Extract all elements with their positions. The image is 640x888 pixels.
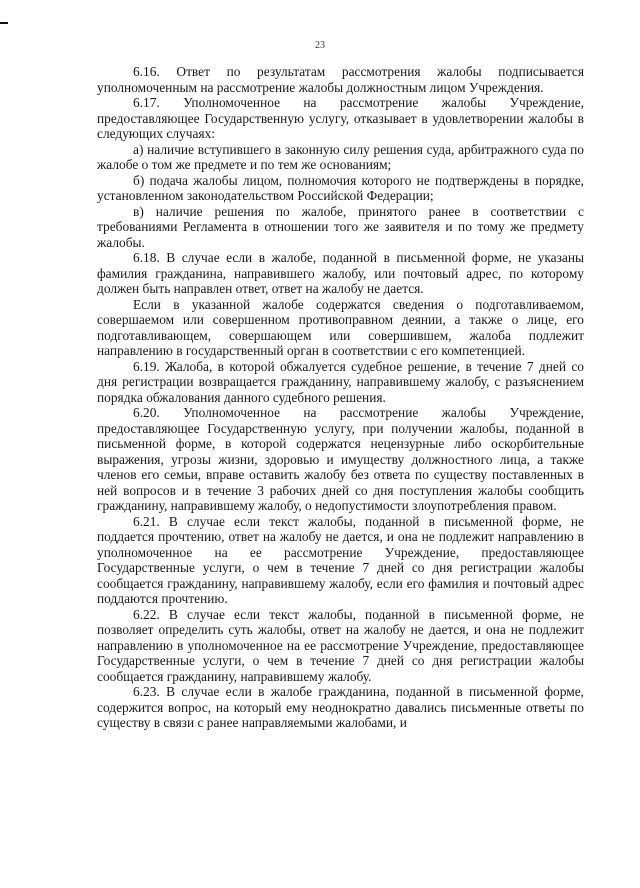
paragraph-6-21: 6.21. В случае если текст жалобы, поданной в письменной форме, не поддается прочтению, ответ на жалобу не дается, и она не подлежит направлению в уполномоченное на ее рассмотрение Учреждение, предоставляющее Государственные услуги, о чем в течение 7 дней со дня регистрации жалобы сообщается гражданину, направившему жалобу, если его фамилия и почтовый адрес поддаются прочтению. bbox=[97, 513, 584, 606]
paragraph-6-19: 6.19. Жалоба, в которой обжалуется судебное решение, в течение 7 дней со дня регистрации возвращается гражданину, направившему жалобу, с разъяснением порядка обжалования данного судебного решения. bbox=[97, 358, 584, 405]
paragraph-6-22: 6.22. В случае если текст жалобы, поданной в письменной форме, не позволяет определить суть жалобы, ответ на жалобу не дается, и она не подлежит направлению в уполномоченное на ее рассмотрение Учреждение, предоставляющее Государственные услуги, о чем в течение 7 дней со дня регистрации жалобы сообщается гражданину, направившему жалобу. bbox=[97, 606, 584, 684]
paragraph-6-17-b: б) подача жалобы лицом, полномочия которого не подтверждены в порядке, установленном законодательством Российской Федерации; bbox=[97, 172, 584, 203]
paragraph-6-23: 6.23. В случае если в жалобе гражданина, поданной в письменной форме, содержится вопрос, на который ему неоднократно давались письменные ответы по существу в связи с ранее направляемыми жалобами, и bbox=[97, 684, 584, 730]
paragraph-6-17-v: в) наличие решения по жалобе, принятого ранее в соответствии с требованиями Регламента в отношении того же заявителя и по тому же предмету жалобы. bbox=[97, 203, 584, 250]
paragraph-6-16: 6.16. Ответ по результатам рассмотрения жалобы подписывается уполномоченным на рассмотрение жалобы должностным лицом Учреждения. bbox=[97, 64, 584, 95]
paragraph-6-17-a: а) наличие вступившего в законную силу решения суда, арбитражного суда по жалобе о том же предмете и по тем же основаниям; bbox=[97, 141, 584, 172]
paragraph-6-20: 6.20. Уполномоченное на рассмотрение жалобы Учреждение, предоставляющее Государственную услугу, при получении жалобы, поданной в письменной форме, в которой содержатся нецензурные либо оскорбительные выражения, угрозы жизни, здоровью и имуществу должностного лица, а также членов его семьи, вправе оставить жалобу без ответа по существу поставленных в ней вопросов и в течение 3 рабочих дней со дня поступления жалобы сообщить гражданину, направившему жалобу, о недопустимости злоупотребления правом. bbox=[97, 405, 584, 513]
paragraph-6-17: 6.17. Уполномоченное на рассмотрение жалобы Учреждение, предоставляющее Государственную услугу, отказывает в удовлетворении жалобы в следующих случаях: bbox=[97, 95, 584, 141]
page-number: 23 bbox=[315, 40, 325, 51]
document-body bbox=[97, 64, 584, 731]
paragraph-6-18: 6.18. В случае если в жалобе, поданной в письменной форме, не указаны фамилия гражданина, направившего жалобу, или почтовый адрес, по которому должен быть направлен ответ, ответ на жалобу не дается. bbox=[97, 250, 584, 296]
scan-edge-mark bbox=[0, 22, 8, 24]
paragraph-6-18-cont: Если в указанной жалобе содержатся сведения о подготавливаемом, совершаемом или совершенном противоправном деянии, а также о лице, его подготавливающем, совершающем или совершившем, жалоба подлежит направлению в государственный орган в соответствии с его компетенцией. bbox=[97, 296, 584, 358]
